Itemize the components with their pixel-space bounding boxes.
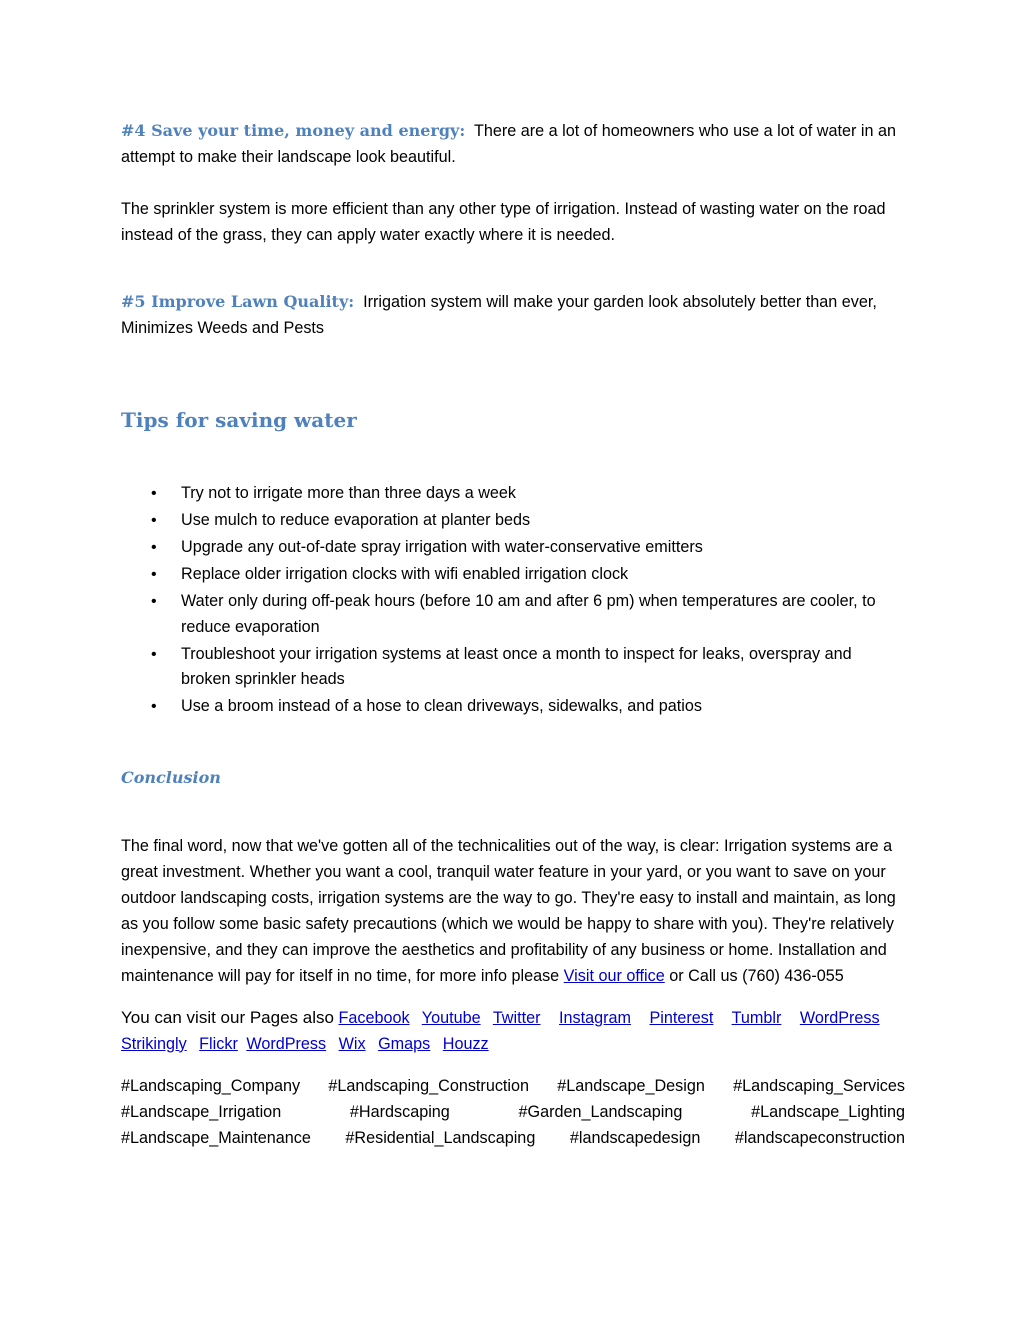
hashtag: #Landscaping_Company [121,1076,301,1095]
hashtag-row [121,1099,905,1125]
section-5-paragraph [121,289,905,341]
tip-text: Replace older irrigation clocks with wifi enabled irrigation clock [181,565,629,583]
tips-list [121,481,905,720]
gmaps-link[interactable]: Gmaps [378,1034,431,1053]
hashtag-row [121,1073,905,1099]
section-5-text: Irrigation system will make your garden look absolutely better than ever, Minimizes Weeds and Pests [121,293,877,337]
list-item [151,694,905,720]
wix-link[interactable]: Wix [338,1034,366,1053]
sprinkler-paragraph: The sprinkler system is more efficient than any other type of irrigation. Instead of wasting water on the road instead of the grass, they can apply water exactly where it is needed. [121,200,886,244]
facebook-link[interactable]: Facebook [338,1008,410,1027]
hashtag: #Landscape_Design [557,1076,705,1095]
list-item [151,589,905,640]
tip-text: Try not to irrigate more than three days a week [181,484,516,502]
hashtag: #Landscaping_Services [733,1076,905,1095]
hashtag: #Landscape_Maintenance [121,1128,311,1147]
twitter-link[interactable]: Twitter [492,1008,541,1027]
strikingly-link[interactable]: Strikingly [121,1034,187,1053]
wordpress-link[interactable]: WordPress [799,1008,880,1027]
conclusion-text: The final word, now that we've gotten all of the technicalities out of the way, is clear: Irrigation systems are a great investment. Whether you want a cool, tranquil water feature in your yard, or you want to save on your outdoor landscaping costs, irrigation systems are the way to go. They're easy to install and maintain, as long as you follow some basic safety precautions (which we would be happy to share with you). They're relatively inexpensive, and they can improve the aesthetics and profitability of any business or home. Installation and maintenance will pay for itself in no time, for more info please [121,836,896,985]
tumblr-link[interactable]: Tumblr [731,1008,782,1027]
tip-text: Water only during off-peak hours (before 10 am and after 6 pm) when temperatures are cooler, to reduce evaporation [181,592,876,636]
bullet-icon: • [151,485,157,502]
list-item [151,642,905,693]
hashtag: #Landscape_Lighting [751,1102,905,1121]
list-item [151,535,905,561]
hashtag: #Hardscaping [349,1102,450,1121]
pages-paragraph [121,1005,905,1057]
hashtag: #landscapedesign [569,1128,701,1147]
flickr-link[interactable]: Flickr [199,1034,238,1053]
list-item [151,562,905,588]
hashtag: #Garden_Landscaping [518,1102,683,1121]
visit-office-link[interactable]: Visit our office [563,966,665,985]
conclusion-heading: Conclusion [121,767,221,787]
hashtags [121,1073,905,1151]
hashtag: #Residential_Landscaping [345,1128,536,1147]
pinterest-link[interactable]: Pinterest [649,1008,714,1027]
bullet-icon: • [151,512,157,529]
conclusion-tail: or Call us (760) 436-055 [669,966,844,985]
instagram-link[interactable]: Instagram [558,1008,631,1027]
tips-heading: Tips for saving water [121,408,357,432]
tip-text: Upgrade any out-of-date spray irrigation with water-conservative emitters [181,538,703,556]
section-4-paragraph [121,118,905,170]
section-4-text: There are a lot of homeowners who use a lot of water in an attempt to make their landscape look beautiful. [121,122,896,166]
bullet-icon: • [151,645,157,663]
tip-text: Troubleshoot your irrigation systems at least once a month to inspect for leaks, overspray and broken sprinkler heads [181,644,852,688]
bullet-icon: • [151,593,157,610]
section-4-heading: #4 Save your time, money and energy: [121,121,466,140]
conclusion-paragraph [121,833,905,989]
bullet-icon: • [151,698,157,715]
bullet-icon: • [151,566,157,583]
youtube-link[interactable]: Youtube [421,1008,481,1027]
list-item [151,508,905,534]
hashtag: #Landscaping_Construction [328,1076,530,1095]
document-page [121,118,905,1151]
tip-text: Use mulch to reduce evaporation at planter beds [181,511,531,529]
section-5-heading: #5 Improve Lawn Quality: [121,292,355,311]
list-item [151,481,905,507]
pages-lead: You can visit our Pages also [121,1007,334,1027]
tip-text: Use a broom instead of a hose to clean driveways, sidewalks, and patios [181,697,702,715]
hashtag-row [121,1125,905,1151]
bullet-icon: • [151,539,157,556]
hashtag: #landscapeconstruction [734,1128,905,1147]
hashtag: #Landscape_Irrigation [121,1102,282,1121]
wordpress-link-2[interactable]: WordPress [246,1034,327,1053]
houzz-link[interactable]: Houzz [442,1034,489,1053]
